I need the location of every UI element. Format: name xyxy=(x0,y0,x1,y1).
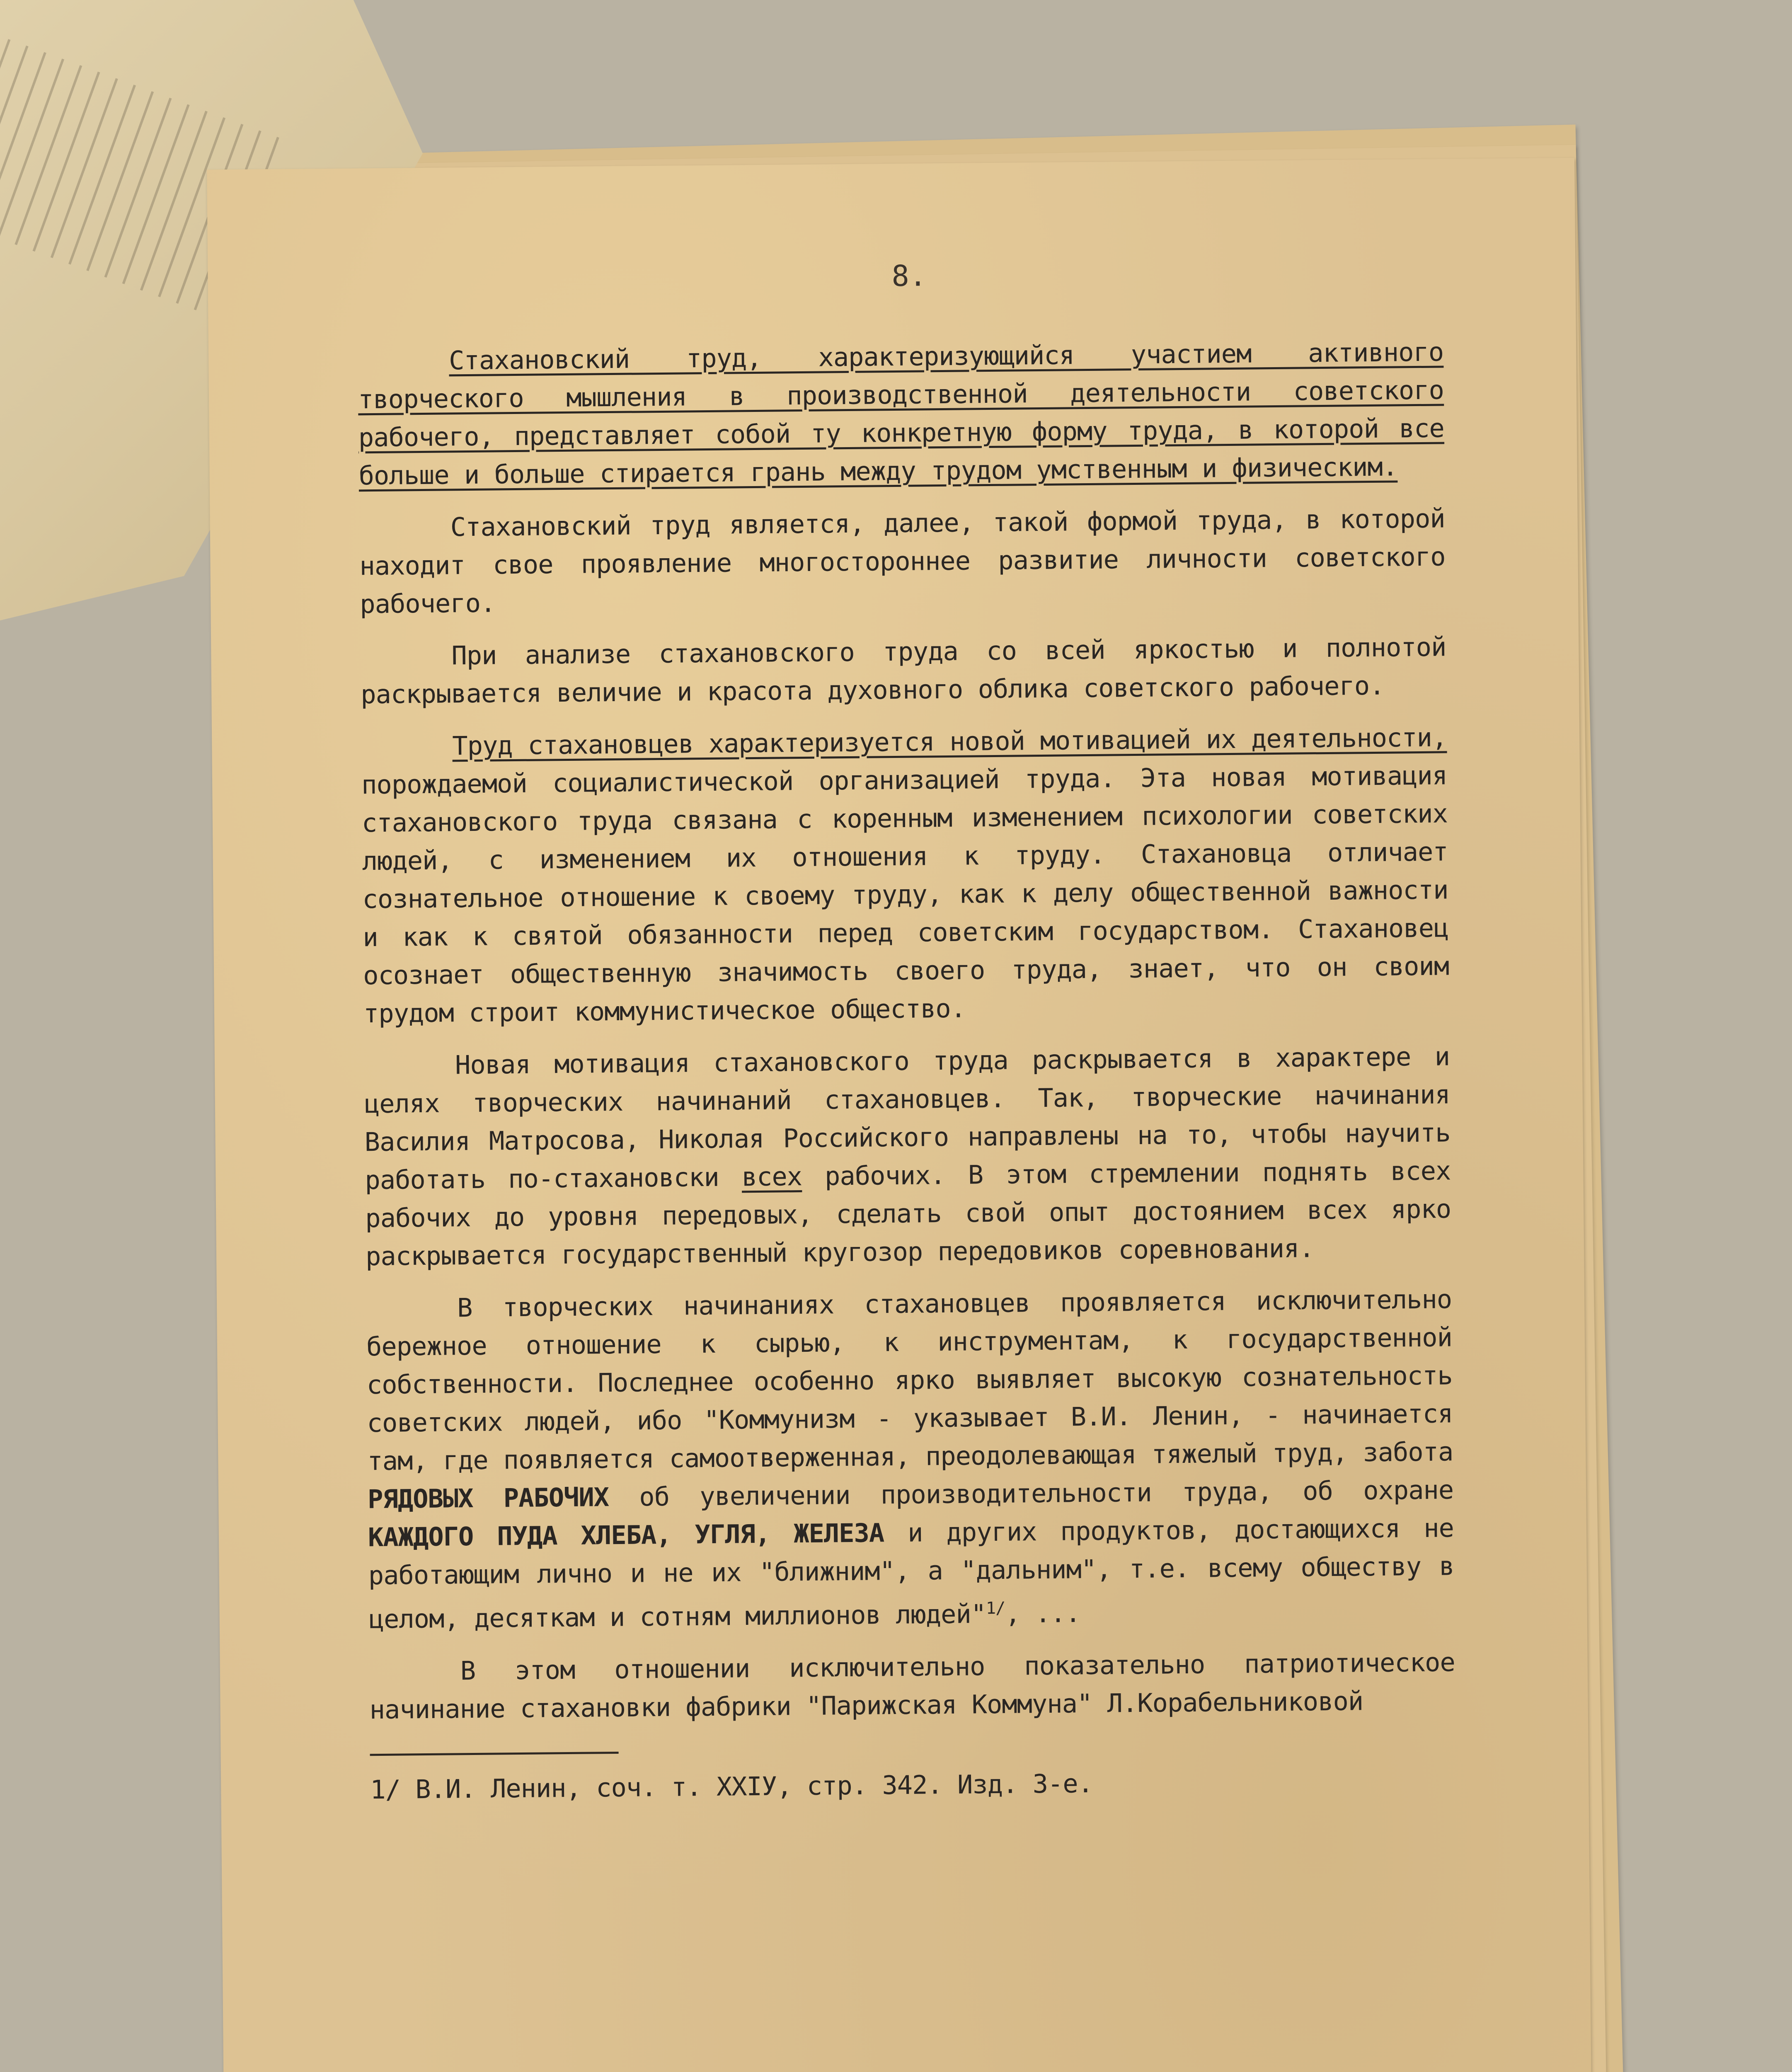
paragraph-text: порождаемой социалистической организацией труда. Эта новая мотивация стахановского труда связана с коренным изменением психологии советских людей, с изменением их отношения к труду. Стахановца отличает сознательное отношение к своему труду, как к делу общественной важности и как к святой обязанности перед советским государством. Стахановец осознает общественную значимость своего труда, знает, что он своим трудом строит коммунистическое общество. xyxy=(361,760,1449,1029)
underlined-text: Стахановский труд, характеризующийся участием активного творческого мышления в производственной деятельности советского рабочего, представляет собой ту конкретную форму труда, в которой все больше и больше стирается грань между трудом умственным и физическим. xyxy=(358,336,1445,491)
underlined-word: всех xyxy=(741,1161,802,1192)
underlined-text: Труд стахановцев характеризуется новой мотивацией их деятельности, xyxy=(452,722,1447,761)
footnote: 1/ В.И. Ленин, соч. т. ХХIУ, стр. 342. Изд. 3-е. xyxy=(370,1768,1093,1805)
footnote-divider xyxy=(370,1752,619,1756)
emphasized-text: РЯДОВЫХ РАБОЧИХ xyxy=(367,1482,609,1515)
paragraph-4 xyxy=(361,718,1449,1033)
paragraph-7: В этом отношении исключительно показательно патриотическое начинание стахановки фабрики "Парижская Коммуна" Л.Корабельниковой xyxy=(369,1647,1455,1725)
typed-page xyxy=(207,158,1592,2072)
paragraph-2: Стахановский труд является, далее, такой формой труда, в которой находит свое проявление многостороннее развитие личности советского рабочего. xyxy=(359,503,1446,620)
paragraph-text: Новая мотивация стахановского труда раскрывается в характере и целях творческих начинаний стахановцев. Так, творческие начинания Василия Матросова, Николая Российского направлены на то, чтобы научить работать по-стахановски xyxy=(364,1041,1451,1196)
footnote-reference: 1/ xyxy=(986,1598,1005,1618)
paragraph-3: При анализе стахановского труда со всей яркостью и полнотой раскрывается величие и красота духовного облика советского рабочего. xyxy=(360,632,1446,710)
paragraph-text: об увеличении производительности труда, об охране xyxy=(639,1474,1454,1512)
emphasized-text: КАЖДОГО ПУДА ХЛЕБА, УГЛЯ, ЖЕЛЕЗА xyxy=(368,1518,884,1553)
paragraph-text: и других продуктов, достающихся не работающим лично и не их "ближним", а "дальним", т.е. всему обществу в целом, десяткам и сотням миллионов людей" xyxy=(368,1513,1455,1634)
paragraph-1 xyxy=(358,333,1445,495)
paragraph-text: В творческих начинаниях стахановцев проявляется исключительно бережное отношение к сырью, к инструментам, к государственной собственности. Последнее особенно ярко выявляет высокую сознательность советских людей, ибо "Коммунизм - указывает В.И. Ленин, - начинается там, где появляется самоотверженная, преодолевающая тяжелый труд, забота xyxy=(366,1284,1453,1477)
page-number: 8. xyxy=(891,259,927,293)
page-body xyxy=(357,242,1456,1808)
paragraph-text: , ... xyxy=(1005,1598,1081,1629)
paragraph-5 xyxy=(364,1037,1452,1276)
paragraph-text: рабочих. В этом стремлении поднять всех рабочих до уровня передовых, сделать свой опыт достоянием всех ярко раскрывается государственный кругозор передовиков соревнования. xyxy=(365,1155,1451,1272)
paragraph-6 xyxy=(366,1280,1455,1638)
